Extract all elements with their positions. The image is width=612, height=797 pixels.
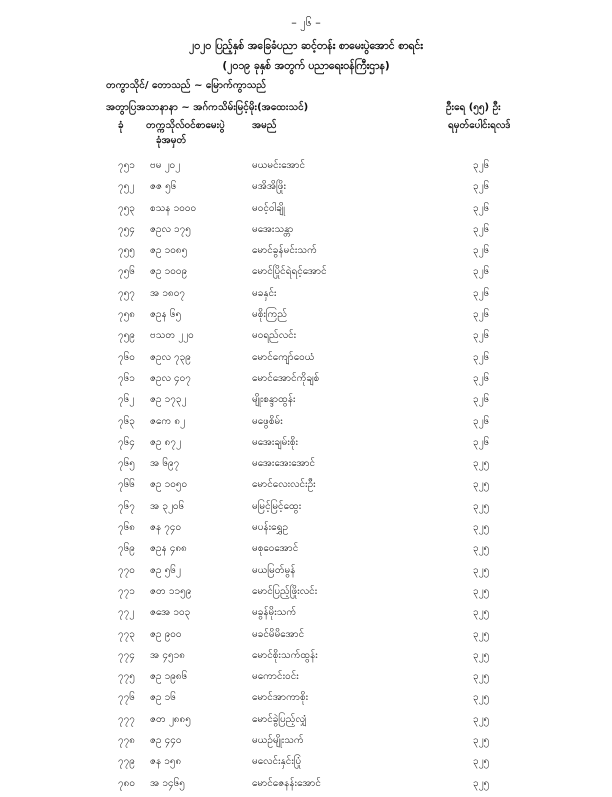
- candidate-name: မောင်ပြည့်ဖြိုးလင်း: [252, 585, 318, 597]
- registration-number: ဇဥန ၄၈၈: [150, 543, 187, 555]
- row-number: ၇၇၉: [118, 756, 135, 768]
- registration-number: ဇဥ ၅၆၂: [150, 564, 181, 576]
- row-number: ၇၅၂: [118, 181, 135, 193]
- table-row: [0, 520, 612, 541]
- registration-number: ဇတ ၁၁၅၉: [150, 585, 192, 597]
- score: ၃၂၅: [473, 522, 490, 534]
- row-number: ၇၆၈: [118, 522, 135, 534]
- table-row: [0, 605, 612, 626]
- table-row: [0, 563, 612, 584]
- registration-number: အ ၁၄၆၅: [150, 777, 185, 789]
- candidate-name: မောင်အောင်ကိုချစ်: [252, 372, 320, 384]
- table-row: [0, 435, 612, 456]
- row-number: ၇၅၁: [118, 160, 135, 171]
- registration-number: ဇအေ ၁၀၃: [150, 607, 191, 619]
- registration-number: အ ၆၉၇: [150, 458, 180, 470]
- registration-number: ဇဥ ၁၉၈၆: [150, 671, 188, 683]
- table-row: [0, 414, 612, 435]
- row-number: ၇၅၈: [118, 309, 135, 321]
- registration-number: အ ၁၈၀၇: [150, 287, 185, 299]
- header-score: ရမှတ်ပေါင်းရလဒ်: [448, 120, 511, 131]
- candidate-name: မပန်းရွှေဥ: [252, 522, 289, 534]
- registration-number: ဇဥန ၆၅: [150, 309, 182, 321]
- row-number: ၇၆၅: [118, 458, 135, 470]
- registration-number: ဇဥ ၄၄၀: [150, 735, 182, 747]
- row-number: ၇၇၇: [118, 713, 135, 725]
- score: ၃၂၅: [473, 777, 490, 789]
- candidate-name: မယမင်းအောင်: [252, 160, 306, 171]
- candidate-name: မဝရည်လင်း: [252, 330, 297, 342]
- row-number: ၇၅၅: [118, 245, 135, 257]
- candidate-name: မောင်ခွဲပြည့်လျှံ: [252, 713, 307, 725]
- score: ၃၂၆: [473, 372, 490, 384]
- candidate-name: မောင်အာကာစိုး: [252, 692, 309, 704]
- row-number: ၇၆၉: [118, 543, 135, 555]
- candidate-name: မခွန်မိုးသက်: [252, 607, 297, 619]
- document-title: ၂၀၂၀ ပြည့်နှစ် အခြေခံပညာ ဆင့်တန်း စာမေးပွဲအောင် စာရင်း: [189, 40, 423, 52]
- score: ၃၂၆: [473, 202, 490, 214]
- row-number: ၇၆၁: [118, 372, 135, 384]
- candidate-name: မောင်ဇေနန်းအောင်: [252, 777, 321, 789]
- row-number: ၇၇၅: [118, 671, 135, 683]
- registration-number: ဇတ ၂၈၈၅: [150, 713, 191, 725]
- score: ၃၂၅: [473, 713, 490, 725]
- registration-number: ဇန ၁၅၈: [150, 756, 182, 768]
- score: ၃၂၅: [473, 500, 490, 512]
- registration-number: အ ၃၂၀၆: [150, 500, 185, 512]
- row-number: ၇၅၃: [118, 202, 135, 214]
- table-row: [0, 328, 612, 349]
- registration-number: စသန ၁၀၀၀: [150, 202, 197, 214]
- candidate-name: မောင်ခွန်မင်းသက်: [252, 245, 317, 257]
- row-number: ၇၆၀: [118, 351, 135, 363]
- table-row: [0, 201, 612, 222]
- row-number: ၇၅၄: [118, 223, 135, 235]
- candidate-name: မလေင်းနှင်းပြုံ: [252, 756, 302, 768]
- table-row: [0, 690, 612, 711]
- table-row: [0, 712, 612, 733]
- candidate-name: မအေးချမ်းစိုး: [252, 436, 299, 448]
- registration-number: အ ၄၅၁၈: [150, 649, 185, 661]
- registration-number: ဇဥ ၈၇၂: [150, 436, 181, 448]
- table-row: [0, 392, 612, 413]
- row-number: ၇၇၈: [118, 735, 135, 747]
- table-row: [0, 371, 612, 392]
- table-row: [0, 776, 612, 797]
- score: ၃၂၆: [473, 160, 490, 171]
- header-reg-sub: ခုံအမှတ်: [156, 135, 187, 146]
- score: ၃၂၆: [473, 223, 490, 235]
- score: ၃၂၆: [473, 245, 490, 257]
- document-subtitle: (၂၀၁၉ ခုနှစ် အတွက် ပညာရေးဝန်ကြီးဌာန): [222, 60, 390, 72]
- registration-number: ဇဥ ၁၀၀၉: [150, 266, 188, 278]
- row-number: ၇၇၄: [118, 649, 135, 661]
- table-row: [0, 648, 612, 669]
- registration-number: ဗမ ၂၀၂: [150, 160, 181, 171]
- row-number: ၇၈၀: [118, 777, 135, 789]
- score: ၃၂၆: [473, 415, 490, 427]
- candidate-name: မစုဝေအောင်: [252, 543, 299, 555]
- region-line: တကွာသိုင်/ တောသည် ~ မြောက်ကွာသည်: [106, 80, 267, 91]
- row-number: ၇၆၇: [118, 500, 135, 512]
- row-number: ၇၅၆: [118, 266, 135, 278]
- score: ၃၂၅: [473, 585, 490, 597]
- header-no: ခုံ: [118, 120, 124, 131]
- candidate-name: မောင်စိုးသက်ထွန်း: [252, 649, 318, 661]
- score-note: ဦးရေ (၅၅) ဦး: [446, 102, 501, 113]
- candidate-name: မကောင်းဝင်း: [252, 671, 299, 683]
- row-number: ၇၇၆: [118, 692, 135, 704]
- table-row: [0, 754, 612, 775]
- registration-number: ဇဥ ၉၀၀: [150, 628, 182, 640]
- candidate-name: မယမြတ်မွန်: [252, 564, 296, 576]
- registration-number: ဇကေ ၈၂: [150, 415, 185, 427]
- table-row: [0, 541, 612, 562]
- score: ၃၂၅: [473, 607, 490, 619]
- score: ၃၂၅: [473, 458, 490, 470]
- row-number: ၇၆၄: [118, 436, 135, 448]
- score: ၃၂၆: [473, 266, 490, 278]
- registration-number: ဇဥလ ၇၃၉: [150, 351, 191, 363]
- table-row: [0, 307, 612, 328]
- score: ၃၂၅: [473, 692, 490, 704]
- candidate-name: မအေးအေးအောင်: [252, 458, 316, 470]
- score: ၃၂၅: [473, 564, 490, 576]
- score: ၃၂၆: [473, 287, 490, 299]
- table-row: [0, 627, 612, 648]
- table-row: [0, 243, 612, 264]
- row-number: ၇၅၉: [118, 330, 135, 342]
- row-number: ၇၆၃: [118, 415, 135, 427]
- table-row: [0, 350, 612, 371]
- score: ၃၂၆: [473, 351, 490, 363]
- header-reg: တက္ကသိုလ်ဝင်စာမေးပွဲ: [146, 120, 225, 131]
- score: ၃၂၆: [473, 330, 490, 342]
- row-number: ၇၇၁: [118, 585, 135, 597]
- candidate-name: မအိအိဖြိုး: [252, 181, 287, 193]
- table-row: [0, 669, 612, 690]
- page-number: – ၂၆ –: [291, 16, 321, 29]
- score: ၃၂၆: [473, 436, 490, 448]
- registration-number: ဇဥလ ၄၀၇: [150, 372, 191, 384]
- score: ၃၂၆: [473, 309, 490, 321]
- row-number: ၇၆၆: [118, 479, 135, 491]
- score: ၃၂၅: [473, 479, 490, 491]
- table-row: [0, 733, 612, 754]
- candidate-name: မအေးသန္တာ: [252, 223, 294, 235]
- candidate-name: မောင်လေးလင်းဦး: [252, 479, 316, 491]
- registration-number: ဇဇ ၅၆: [150, 181, 177, 193]
- table-row: [0, 222, 612, 243]
- registration-number: ဇဥ ၁၇၃၂: [150, 394, 187, 406]
- score: ၃၂၆: [473, 181, 490, 193]
- table-row: [0, 584, 612, 605]
- row-number: ၇၇၀: [118, 564, 135, 576]
- exam-center-line: အတွာပြအသာနာနာ ~ အဂ်ကသိမ်းမြင့်မိုး(အထေးသင်): [106, 102, 309, 113]
- table-row: [0, 477, 612, 498]
- table-row: [0, 499, 612, 520]
- table-row: [0, 158, 612, 179]
- header-name: အမည်: [252, 120, 277, 131]
- registration-number: ဗသတ ၂၂၀: [150, 330, 194, 342]
- candidate-name: မောင်ပြိုင်ရဲရင့်အောင်: [252, 266, 327, 278]
- registration-number: ဇဥ ၁၀၅၀: [150, 479, 188, 491]
- score: ၃၂၆: [473, 394, 490, 406]
- candidate-name: မျိုးစန္ဒာထွန်း: [252, 394, 296, 406]
- candidate-name: မဝင့်ဝါချို: [252, 202, 285, 214]
- results-table: [0, 158, 612, 797]
- score: ၃၂၅: [473, 735, 490, 747]
- row-number: ၇၇၂: [118, 607, 135, 619]
- row-number: ၇၇၃: [118, 628, 135, 640]
- candidate-name: မဖွေစိမ်း: [252, 415, 283, 427]
- score: ၃၂၅: [473, 671, 490, 683]
- score: ၃၂၅: [473, 649, 490, 661]
- score: ၃၂၅: [473, 543, 490, 555]
- table-row: [0, 456, 612, 477]
- registration-number: ဇဥလ ၁၇၅: [150, 223, 191, 235]
- candidate-name: မခင်မိမိအောင်: [252, 628, 305, 640]
- score: ၃၂၅: [473, 756, 490, 768]
- table-row: [0, 264, 612, 285]
- candidate-name: မစိုးကြည်: [252, 309, 288, 321]
- candidate-name: မယဉ်မျိုးသက်: [252, 735, 304, 747]
- score: ၃၂၅: [473, 628, 490, 640]
- row-number: ၇၅၇: [118, 287, 135, 299]
- table-row: [0, 179, 612, 200]
- registration-number: ဇဥ ၁၆: [150, 692, 176, 704]
- candidate-name: မမြင့်မြင့်ထွေး: [252, 500, 302, 512]
- registration-number: ဇန ၇၄၀: [150, 522, 182, 534]
- candidate-name: မောင်ကျော်ဝေယံ: [252, 351, 315, 363]
- registration-number: ဇဥ ၁၀၈၅: [150, 245, 188, 257]
- table-row: [0, 286, 612, 307]
- row-number: ၇၆၂: [118, 394, 135, 406]
- candidate-name: မခနှင်း: [252, 287, 277, 299]
